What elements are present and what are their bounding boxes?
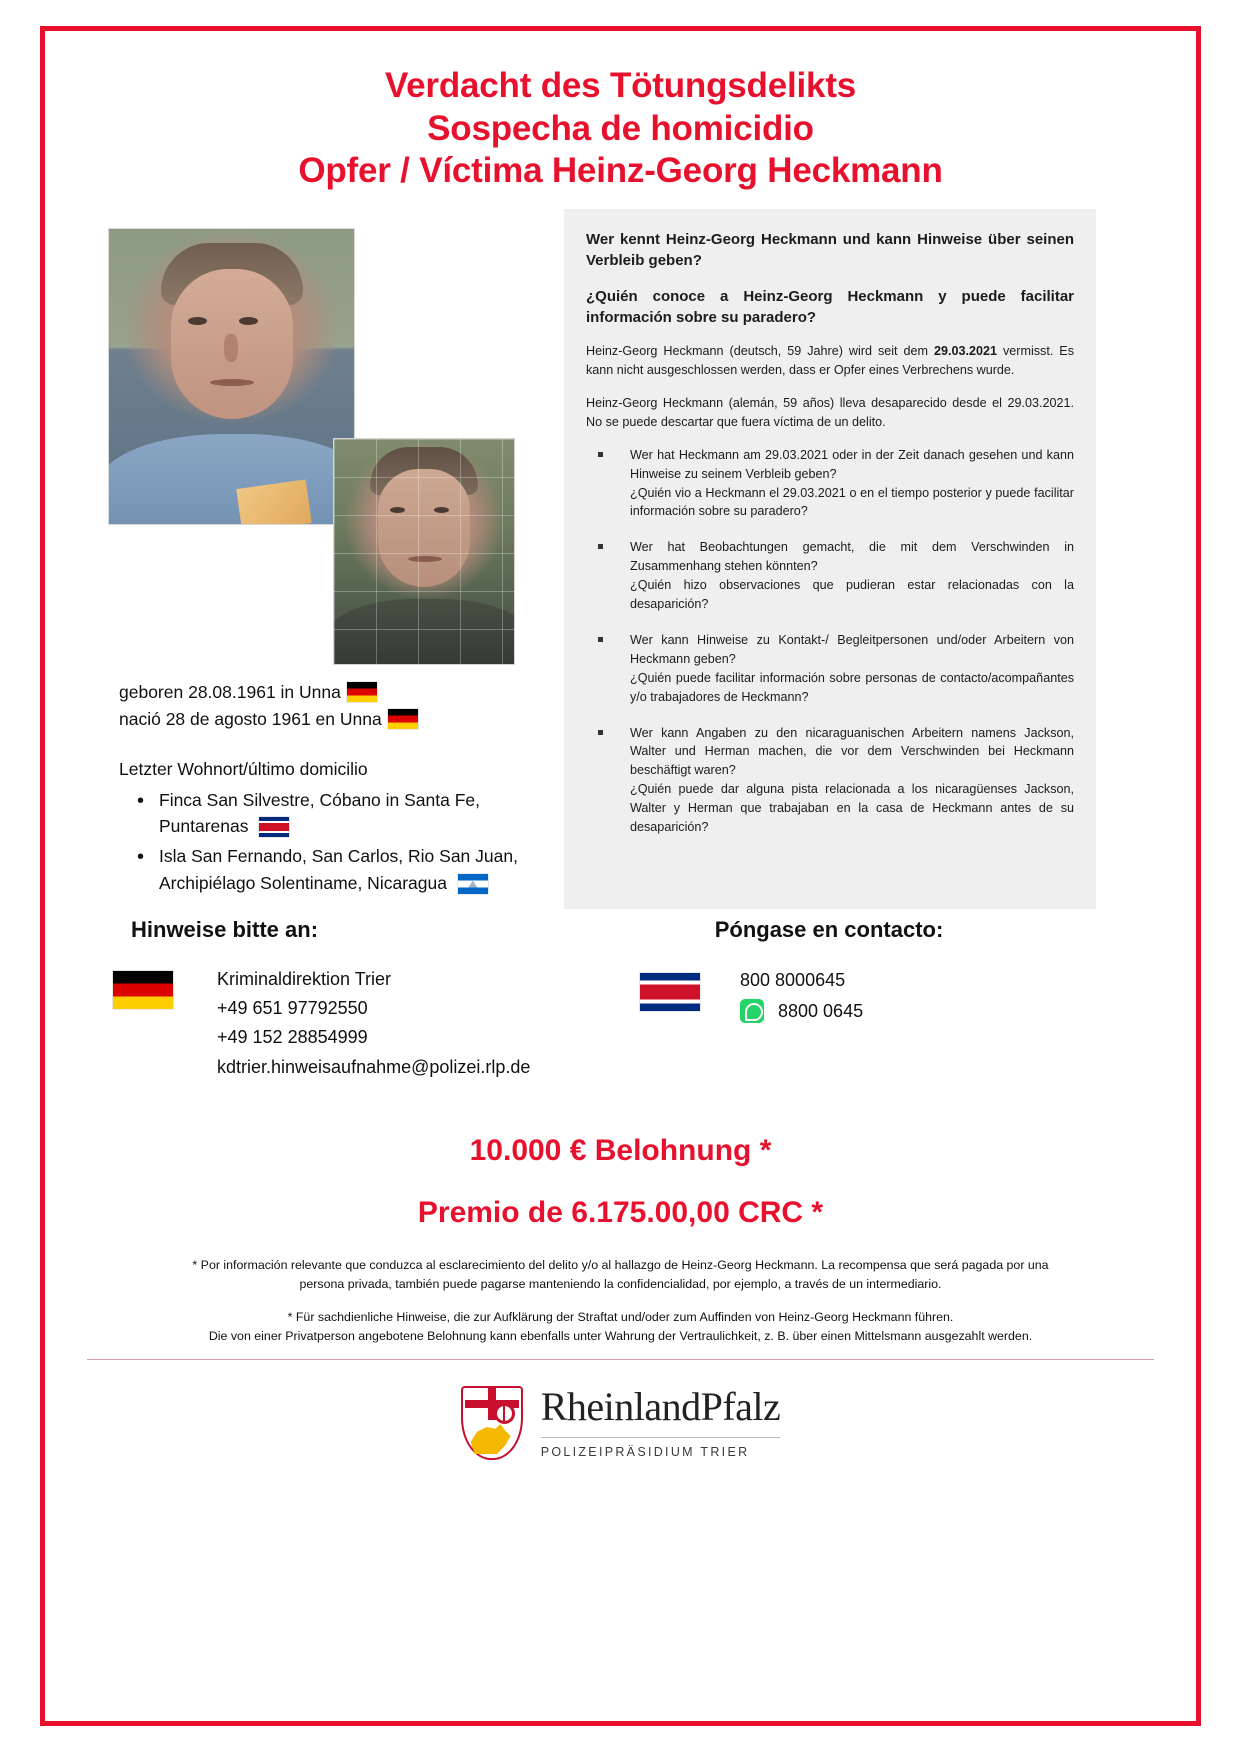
contact-germany (89, 917, 609, 1082)
germany-flag-icon (388, 709, 418, 729)
footnote-de-line2: Die von einer Privatperson angebotene Belohnung kann ebenfalls unter Wahrung der Vertraulichkeit, z. B. über einen Mittelsmann ausgezahlt werden. (208, 1328, 1033, 1343)
list-item (586, 538, 1074, 614)
footnotes-section (67, 1256, 1174, 1346)
list-item (119, 787, 519, 840)
footnote-es (67, 1256, 1174, 1294)
summary-es: Heinz-Georg Heckmann (alemán, 59 años) lleva desaparecido desde el 29.03.2021. No se puede descartar que fuera víctima de un delito. (586, 396, 1074, 429)
residence-text: Isla San Fernando, San Carlos, Rio San Juan, Archipiélago Solentiname, Nicaragua (159, 846, 518, 893)
main-content (67, 209, 1174, 909)
bullet-es: ¿Quién hizo observaciones que pudieran estar relacionadas con la desaparición? (630, 578, 1074, 612)
question-de: Wer kennt Heinz-Georg Heckmann und kann Hinweise über seinen Verbleib geben? (586, 231, 1074, 270)
poster-title (67, 31, 1174, 193)
residence-list (119, 787, 519, 896)
reward-es: Premio de 6.175.00,00 CRC * (417, 1196, 824, 1230)
footnote-de-line1: * Für sachdienliche Hinweise, die zur Aufklärung der Straftat und/oder zum Auffinden von Heinz-Georg Heckmann führen. (287, 1309, 954, 1324)
nicaragua-flag-icon (458, 874, 488, 894)
divider (87, 1359, 1154, 1360)
bullet-de: Wer kann Hinweise zu Kontakt-/ Begleitpersonen und/oder Arbeitern von Heckmann geben? (630, 632, 1074, 666)
contact-costa-rica (612, 917, 1082, 1026)
title-line-es: Sospecha de homicidio (427, 108, 814, 148)
personal-details (119, 679, 519, 900)
costa-rica-flag-icon (259, 817, 289, 837)
logo-subtitle: POLIZEIPRÄSIDIUM TRIER (541, 1437, 781, 1459)
birth-es-row (119, 706, 519, 733)
list-item (586, 631, 1074, 707)
summary-de-part2: vermisst. Es kann nicht ausgeschlossen werden, dass er Opfer eines Verbrechens wurde. (586, 344, 1074, 378)
logo-name (540, 1384, 781, 1430)
reward-section (67, 1134, 1174, 1230)
police-logo (67, 1386, 1174, 1460)
phone-secondary[interactable]: +49 152 28854999 (217, 1027, 368, 1048)
contact-heading-es: Póngase en contacto: (714, 917, 944, 943)
phone-primary[interactable]: +49 651 97792550 (217, 998, 368, 1019)
bullet-es: ¿Quién puede facilitar información sobre personas de contacto/acompañantes y/o trabajadores de Heckmann? (630, 670, 1074, 704)
list-item (119, 843, 519, 896)
logo-text (540, 1384, 781, 1460)
residence-heading: Letzter Wohnort/último domicilio (119, 759, 368, 780)
disappearance-date: 29.03.2021 (933, 344, 997, 359)
victim-photo-primary (109, 229, 354, 524)
logo-name-part1: Rheinland (540, 1384, 701, 1430)
costa-rica-flag-icon (640, 973, 700, 1011)
whatsapp-number[interactable]: 8800 0645 (778, 1000, 864, 1021)
bullet-es: ¿Quién vio a Heckmann el 29.03.2021 o en el tiempo posterior y puede facilitar información sobre su paradero? (630, 485, 1074, 519)
germany-flag-icon (113, 971, 173, 1009)
phone-toll-free-row (740, 965, 1082, 996)
contact-section (67, 917, 1174, 1132)
title-line-victim: Opfer / Víctima Heinz-Georg Heckmann (298, 151, 943, 191)
contact-heading-de: Hinweise bitte an: (131, 917, 319, 943)
victim-photo-secondary (334, 439, 514, 664)
photo-group (109, 229, 539, 669)
phone-toll-free[interactable]: 800 8000645 (740, 970, 846, 991)
rhineland-palatinate-crest-icon (461, 1386, 523, 1460)
footnote-es-line2: persona privada, también puede pagarse manteniendo la confidencialidad, por ejemplo, a través de un intermediario. (299, 1277, 942, 1292)
information-box (564, 209, 1096, 909)
whatsapp-row (740, 996, 1082, 1027)
list-item (586, 724, 1074, 837)
authority-name: Kriminaldirektion Trier (217, 969, 392, 990)
email-address[interactable]: kdtrier.hinweisaufnahme@polizei.rlp.de (217, 1056, 531, 1077)
bullet-de: Wer hat Beobachtungen gemacht, die mit dem Verschwinden in Zusammenhang stehen könnten? (630, 540, 1074, 574)
summary-de-part1: Heinz-Georg Heckmann (deutsch, 59 Jahre) wird seit dem (586, 344, 934, 359)
question-list (586, 446, 1074, 837)
footnote-de (67, 1308, 1174, 1346)
list-item (586, 446, 1074, 522)
footnote-es-line1: * Por información relevante que conduzca al esclarecimiento del delito y/o al hallazgo de Heinz-Georg Heckmann. La recompensa que será pagada por una (192, 1258, 1049, 1273)
bullet-es: ¿Quién puede dar alguna pista relacionada a los nicaragüenses Jackson, Walter y Herman que trabajaban en la casa de Heckmann antes de su desaparición? (630, 782, 1074, 834)
logo-name-part2: Pfalz (700, 1384, 781, 1430)
bullet-de: Wer kann Angaben zu den nicaraguanischen Arbeitern namens Jackson, Walter und Herman machen, die vor dem Verschwinden bei Heckmann beschäftigt waren? (630, 725, 1074, 778)
summary-de (586, 342, 1074, 380)
reward-de: 10.000 € Belohnung * (469, 1134, 772, 1168)
germany-flag-icon (347, 682, 377, 702)
birth-de-row (119, 679, 519, 706)
birth-de-label: geboren 28.08.1961 in Unna (119, 682, 341, 703)
residence-text: Finca San Silvestre, Cóbano in Santa Fe, Puntarenas (159, 789, 481, 837)
wanted-poster (40, 26, 1201, 1726)
whatsapp-icon[interactable] (740, 999, 764, 1023)
question-es: ¿Quién conoce a Heinz-Georg Heckmann y puede facilitar información sobre su paradero? (586, 287, 1074, 326)
title-line-de: Verdacht des Tötungsdelikts (384, 66, 857, 105)
bullet-de: Wer hat Heckmann am 29.03.2021 oder in der Zeit danach gesehen und kann Hinweise zu seinem Verbleib geben? (630, 447, 1074, 481)
birth-es-label: nació 28 de agosto 1961 en Unna (119, 708, 382, 729)
